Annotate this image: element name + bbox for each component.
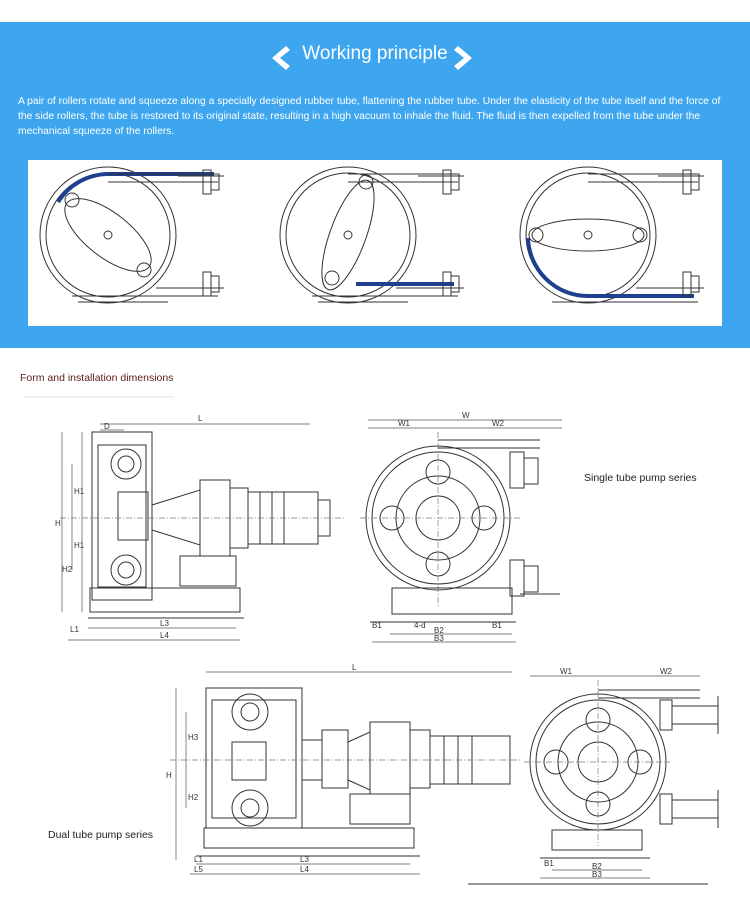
dim-label-B1-dual: B1 [544,859,554,868]
banner-title: Working principle [302,43,448,64]
single-tube-label: Single tube pump series [584,472,697,484]
dual-side-view [166,663,520,874]
dim-label-H1-top: H1 [74,487,85,496]
dim-label-H: H [55,519,61,528]
dim-label-W2-dual: W2 [660,667,672,676]
dim-label-H2-dual: H2 [188,793,199,802]
dim-label-B1-right: B1 [492,621,502,630]
dim-label-L3: L3 [160,619,169,628]
dim-label-B2: B2 [434,626,444,635]
dim-label-D: D [104,422,110,431]
dim-label-W1: W1 [398,419,410,428]
dim-label-W1-dual: W1 [560,667,572,676]
dimensions-section-title: Form and installation dimensions [20,372,174,384]
dual-front-view [524,667,718,879]
dim-label-L1-dual: L1 [194,855,203,864]
dim-label-B3-dual: B3 [592,870,602,879]
dim-label-H1-bottom: H1 [74,541,85,550]
dim-label-W2: W2 [492,419,504,428]
dim-label-L: L [198,414,203,423]
dim-label-L5-dual: L5 [194,865,203,874]
dim-label-L3-dual: L3 [300,855,309,864]
dim-label-L4: L4 [160,631,169,640]
dim-label-B3: B3 [434,634,444,643]
dim-label-H2: H2 [62,565,73,574]
dim-label-L4-dual: L4 [300,865,309,874]
single-side-view [55,414,345,640]
dim-label-W: W [462,411,470,420]
dim-label-L1: L1 [70,625,79,634]
dim-label-B2-dual: B2 [592,862,602,871]
single-front-view [360,411,562,643]
dual-tube-label: Dual tube pump series [48,829,154,841]
dim-label-H-dual: H [166,771,172,780]
banner-description: A pair of rollers rotate and squeeze along a specially designed rubber tube, flattening the rubber tube. Under the elasticity of the tube itself and the force of the side rollers, the tube is restored to its original state, resulting in a high vacuum to inhale the fluid. The fluid is then expelled from the tube under the mechanical squeeze of the rollers. [18,96,721,137]
dim-label-holes: 4-d [414,621,426,630]
dim-label-H3-dual: H3 [188,733,199,742]
dim-label-B1-left: B1 [372,621,382,630]
dim-label-L-dual: L [352,663,357,672]
